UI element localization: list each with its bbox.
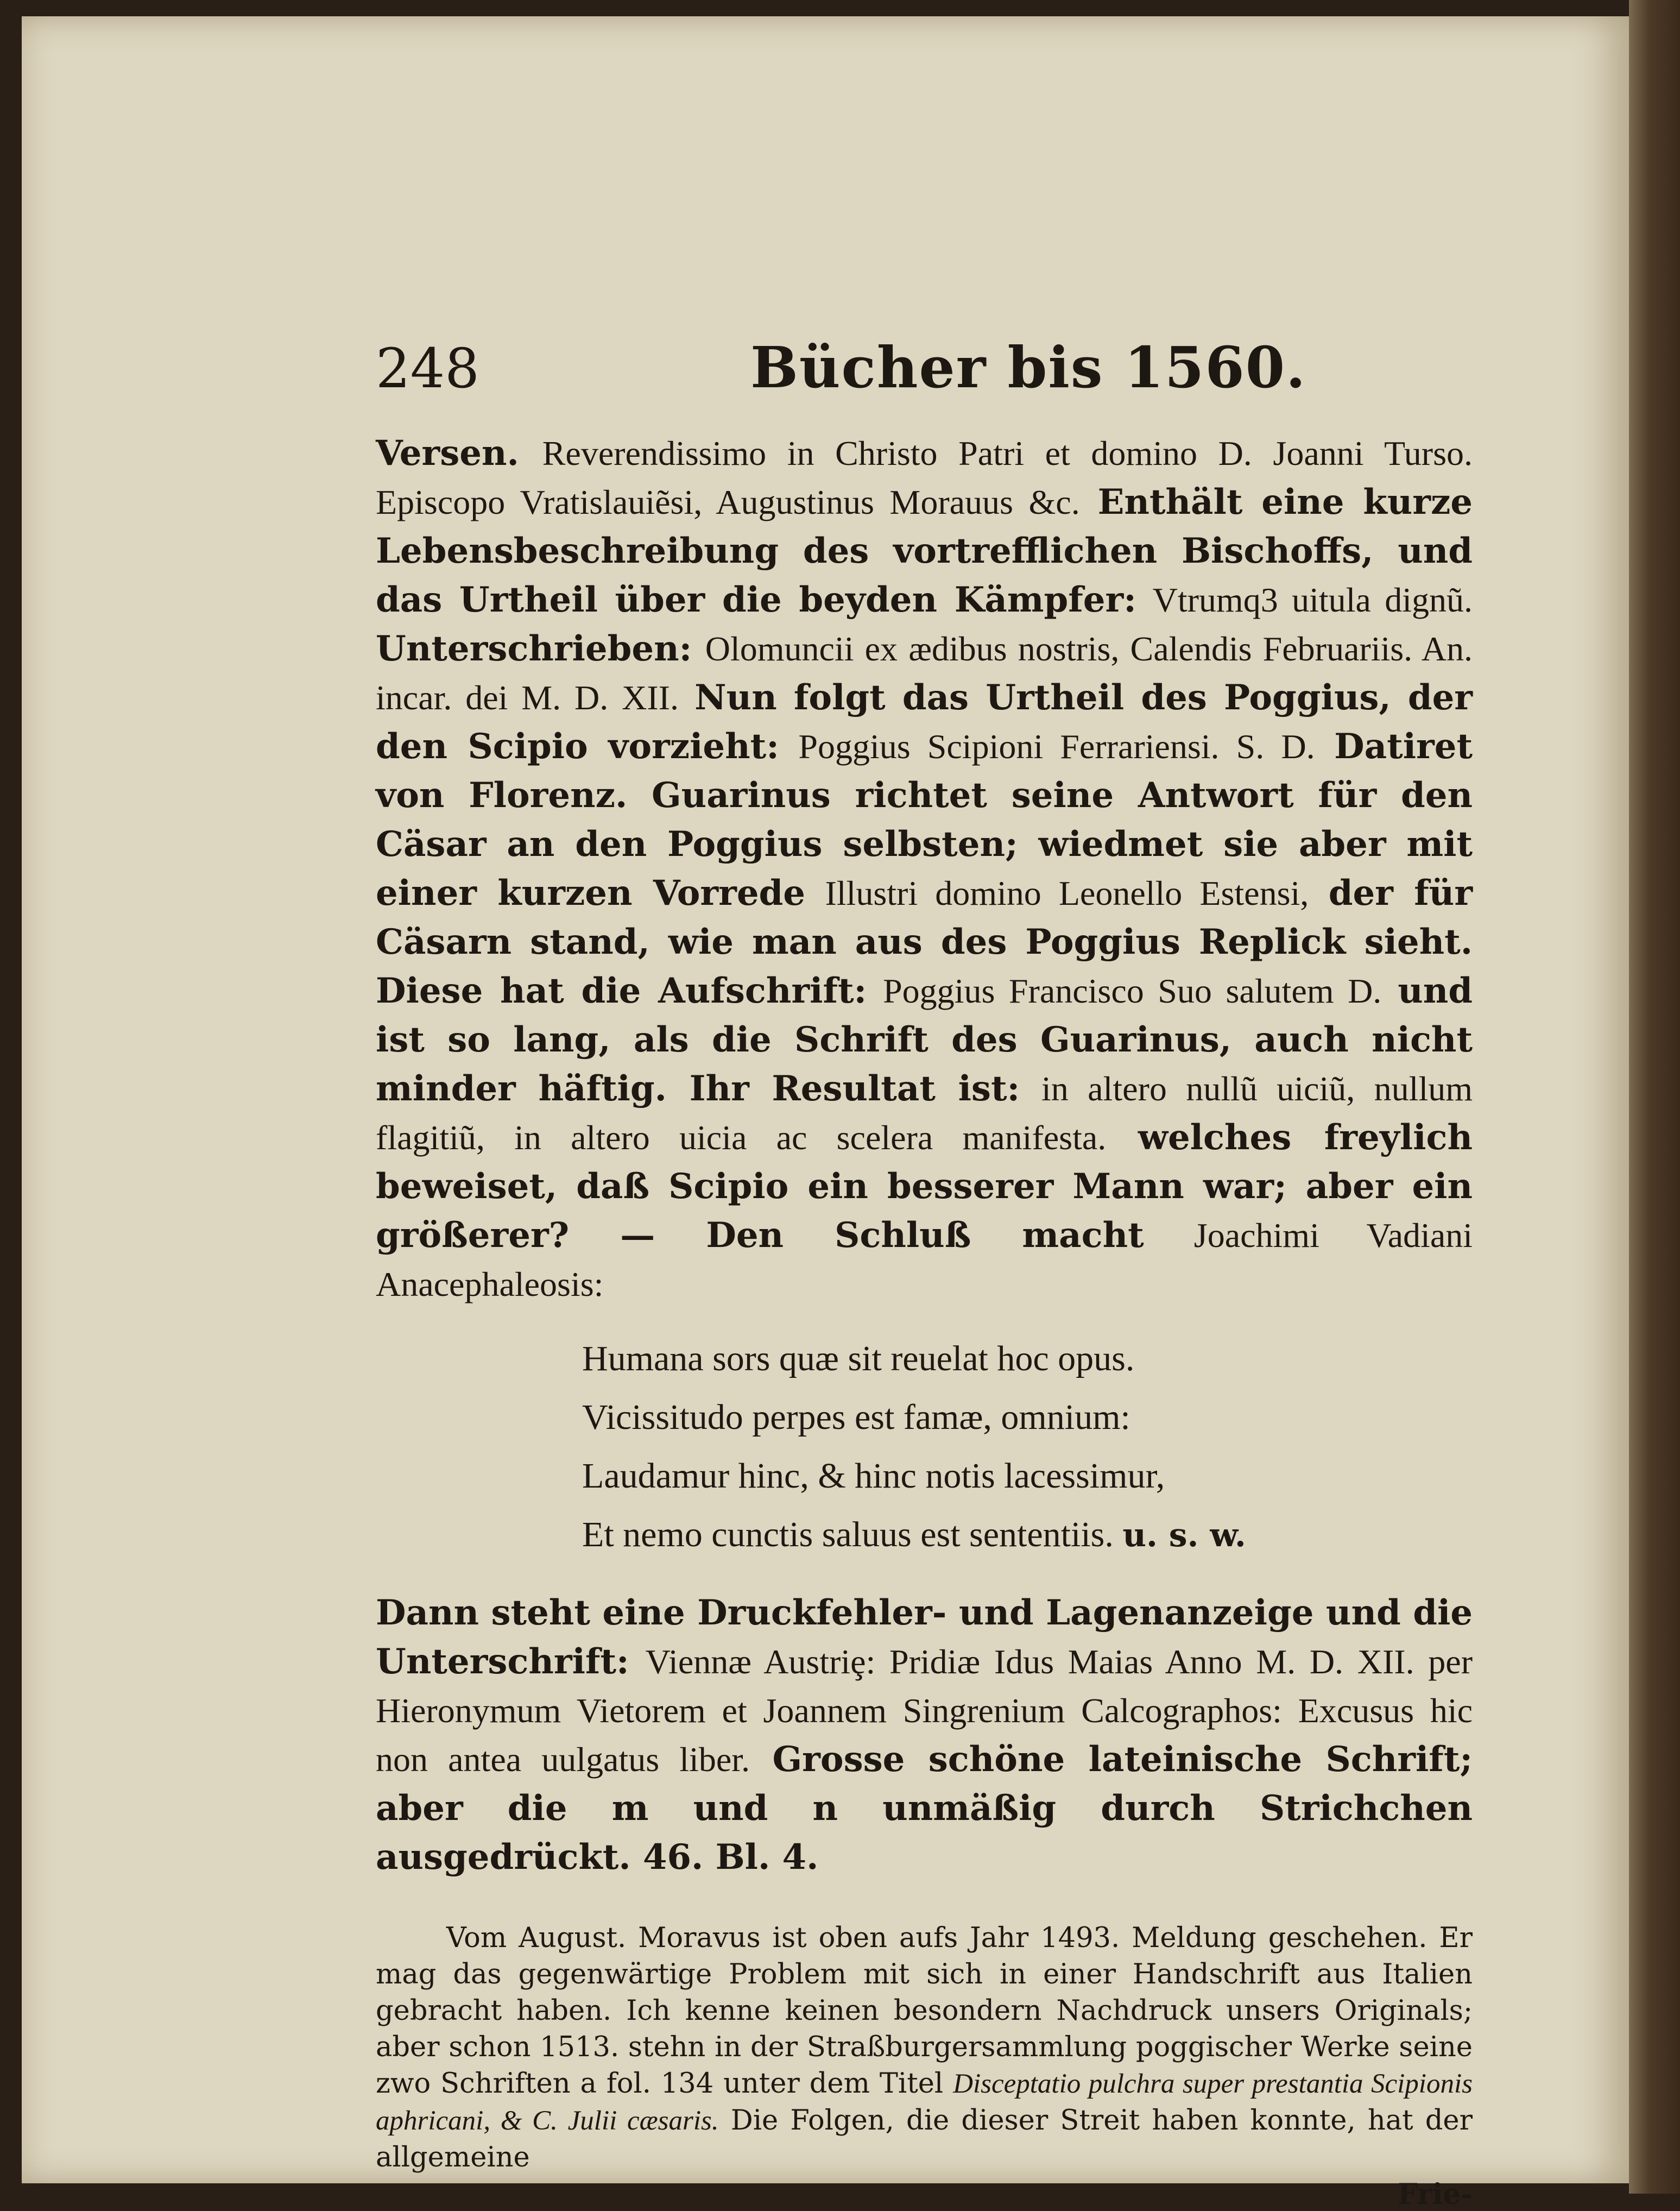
p1-s12: Poggius Francisco Suo salutem D. (883, 972, 1382, 1010)
book-spine-edge (1629, 0, 1680, 2194)
footnote-paragraph (376, 1920, 1473, 2176)
page-number: 248 (376, 337, 479, 400)
p1-s15: welches freylich beweiset, daß Scipio ein besserer Mann war; aber ein größerer? — Den Schluß macht (376, 1117, 1473, 1256)
verse-block (582, 1330, 1473, 1565)
page-header (376, 334, 1473, 418)
fn-s1: Vom August. Moravus ist oben aufs Jahr 1493. Meldung geschehen. Er mag das gegenwärtige Problem mit sich in einer Handschrift aus Italien gebracht haben. Ich kenne keinen besondern Nachdruck unsers Originals; aber schon 1513. stehn in der Straßburgersammlung poggischer Werke seine zwo Schriften a fol. 134 unter dem Titel (376, 1922, 1473, 2100)
p1-s6: Olomuncii ex ædibus nostris, Calendis Februariis. An. incar. dei M. D. XII. (376, 629, 1473, 717)
p2-s2: Viennæ Austriȩ: Pridiæ Idus Maias Anno M. D. XII. per Hieronymum Vietorem et Joannem Singrenium Calcographos: Excusus hic non antea uulgatus liber. (376, 1642, 1473, 1779)
p1-s9: Datiret von Florenz. Guarinus richtet seine Antwort für den Cäsar an den Poggius selbsten; wiedmet sie aber mit einer kurzen Vorrede (376, 726, 1473, 914)
p2-s1: Dann steht eine Druckfehler- und Lagenanzeige und die Unterschrift: (376, 1592, 1473, 1682)
running-title: Bücher bis 1560. (750, 334, 1307, 401)
p1-s8: Poggius Scipioni Ferrariensi. S. D. (798, 727, 1315, 766)
main-paragraph-1 (376, 429, 1473, 1309)
verse-line-text: Et nemo cunctis saluus est sententiis. (582, 1515, 1114, 1554)
p1-s5: Unterschrieben: (376, 628, 692, 669)
p1-s2: Reverendissimo in Christo Patri et domino D. Joanni Turso. Episcopo Vratislauiẽsi, Augustinus Morauus &c. (376, 434, 1473, 521)
fn-s3: Die Folgen, die dieser Streit haben konnte, hat der allgemeine (376, 2105, 1473, 2174)
verse-line: Humana sors quæ sit reuelat hoc opus. (582, 1339, 1135, 1378)
p1-s7: Nun folgt das Urtheil des Poggius, der den Scipio vorzieht: (376, 677, 1473, 767)
verse-line-last (582, 1506, 1473, 1565)
p1-s11: der für Cäsarn stand, wie man aus des Poggius Replick sieht. Diese hat die Aufschrift: (376, 873, 1473, 1011)
main-paragraph-2 (376, 1589, 1473, 1882)
footnote-block (376, 1920, 1473, 2211)
verse-tail: u. s. w. (1122, 1516, 1246, 1554)
p1-s10: Illustri domino Leonello Estensi, (825, 874, 1309, 912)
fn-s2: Disceptatio pulchra super prestantia Scipionis aphricani, & C. Julii cæsaris. (376, 2069, 1473, 2136)
p1-s14: in altero nullũ uiciũ, nullum flagitiũ, in altero uicia ac scelera manifesta. (376, 1069, 1473, 1157)
verse-line: Vicissitudo perpes est famæ, omnium: (582, 1397, 1130, 1437)
p2-s3: Grosse schöne lateinische Schrift; aber die m und n unmäßig durch Strichchen ausgedrückt. 46. Bl. 4. (376, 1739, 1473, 1878)
p1-s1: Versen. (376, 433, 519, 474)
p1-s4: Vtrumq3 uitula dignũ. (1152, 581, 1473, 619)
p1-s16: Joachimi Vadiani Anacephaleosis: (376, 1216, 1473, 1303)
p1-s3: Enthält eine kurze Lebensbeschreibung des vortrefflichen Bischoffs, und das Urtheil über die beyden Kämpfer: (376, 482, 1473, 620)
p1-s13: und ist so lang, als die Schrift des Guarinus, auch nicht minder häftig. Ihr Resultat ist: (376, 971, 1473, 1109)
page-text-block (376, 334, 1473, 2211)
catchword: Frie- (1398, 2178, 1473, 2211)
verse-line: Laudamur hinc, & hinc notis lacessimur, (582, 1456, 1165, 1496)
